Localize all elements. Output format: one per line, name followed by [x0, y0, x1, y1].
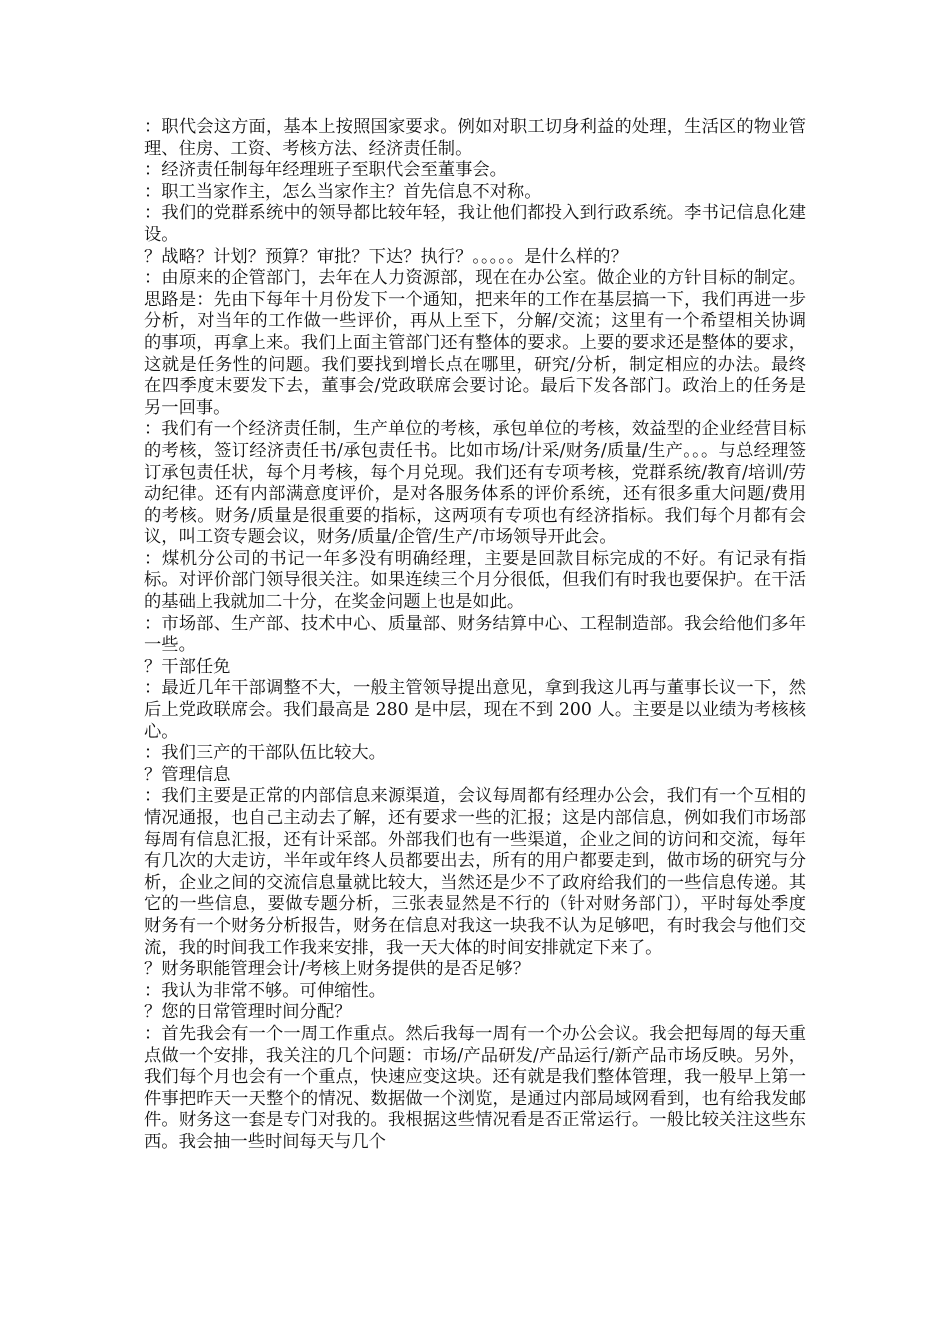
paragraph: ：职代会这方面，基本上按照国家要求。例如对职工切身利益的处理，生活区的物业管理、住房、工资、考核方法、经济责任制。 — [144, 117, 806, 159]
question-line: ？管理信息 — [144, 764, 231, 785]
question-line: ？您的日常管理时间分配？ — [144, 1002, 352, 1023]
question-line: ？干部任免 — [144, 656, 231, 677]
paragraph: ：职工当家作主，怎么当家作主？首先信息不对称。 — [144, 181, 542, 202]
paragraph: ：由原来的企管部门，去年在人力资源部，现在在办公室。做企业的方针目标的制定。思路是：先由下每年十月份发下一个通知，把来年的工作在基层搞一下，我们再进一步分析，对当年的工作做一些评价，再从上至下，分解/交流；这里有一个希望相关协调的事项，再拿上来。我们上面主管部门还有整体的要求。上要的要求还是整体的要求，这就是任务性的问题。我们要找到增长点在哪里，研究/分析，制定相应的办法。最终在四季度末要发下去，董事会/党政联席会要讨论。最后下发各部门。政治上的任务是另一回事。 — [144, 268, 806, 418]
paragraph: ：我认为非常不够。可伸缩性。 — [144, 980, 386, 1001]
paragraph: ：我们的党群系统中的领导都比较年轻，我让他们都投入到行政系统。李书记信息化建设。 — [144, 203, 806, 245]
paragraph: ：经济责任制每年经理班子至职代会至董事会。 — [144, 160, 507, 181]
paragraph: ：首先我会有一个一周工作重点。然后我每一周有一个办公会议。我会把每周的每天重点做一个安排，我关注的几个问题：市场/产品研发/产品运行/新产品市场反映。另外，我们每个月也会有一个重点，快速应变这块。还有就是我们整体管理，我一般早上第一件事把昨天一天整个的情况、数据做一个浏览，是通过内部局域网看到，也有给我发邮件。财务这一套是专门对我的。我根据这些情况看是否正常运行。一般比较关注这些东西。我会抽一些时间每天与几个 — [144, 1023, 806, 1152]
paragraph: ：市场部、生产部、技术中心、质量部、财务结算中心、工程制造部。我会给他们多年一些。 — [144, 613, 806, 656]
question-line: ？财务职能管理会计/考核上财务提供的是否足够？ — [144, 959, 531, 980]
paragraph: ：我们有一个经济责任制，生产单位的考核，承包单位的考核，效益型的企业经营目标的考核，签订经济责任书/承包责任书。比如市场/计采/财务/质量/生产。。。与总经理签订承包责任状，每个月考核，每个月兑现。我们还有专项考核，党群系统/教育/培训/劳动纪律。还有内部满意度评价，是对各服务体系的评价系统，还有很多重大问题/费用的考核。财务/质量是很重要的指标，这两项有专项也有经济指标。我们每个月都有会议，叫工资专题会议，财务/质量/企管/生产/市场领导开此会。 — [144, 419, 806, 548]
document-body — [144, 117, 806, 1154]
paragraph: ：最近几年干部调整不大，一般主管领导提出意见，拿到我这儿再与董事长议一下，然后上党政联席会。我们最高是 280 是中层，现在不到 200 人。主要是以业绩为考核核心。 — [144, 678, 806, 742]
question-line: ？战略？计划？预算？审批？下达？执行？。。。。。是什么样的？ — [144, 246, 628, 267]
paragraph: ：我们三产的干部队伍比较大。 — [144, 743, 386, 764]
paragraph: ：煤机分公司的书记一年多没有明确经理，主要是回款目标完成的不好。有记录有指标。对评价部门领导很关注。如果连续三个月分很低，但我们有时我也要保护。在干活的基础上我就加二十分，在奖金问题上也是如此。 — [144, 548, 806, 613]
paragraph: ：我们主要是正常的内部信息来源渠道，会议每周都有经理办公会，我们有一个互相的情况通报，也自己主动去了解，还有要求一些的汇报；这是内部信息，例如我们市场部每周有信息汇报，还有计采部。外部我们也有一些渠道，企业之间的访问和交流，每年有几次的大走访，半年或年终人员都要出去，所有的用户都要走到，做市场的研究与分析，企业之间的交流信息量就比较大，当然还是少不了政府给我们的一些信息传递。其它的一些信息，要做专题分析，三张表显然是不行的（针对财务部门），平时每处季度财务有一个财务分析报告，财务在信息对我这一块我不认为足够吧，有时我会与他们交流，我的时间我工作我来安排，我一天大体的时间安排就定下来了。 — [144, 786, 806, 958]
